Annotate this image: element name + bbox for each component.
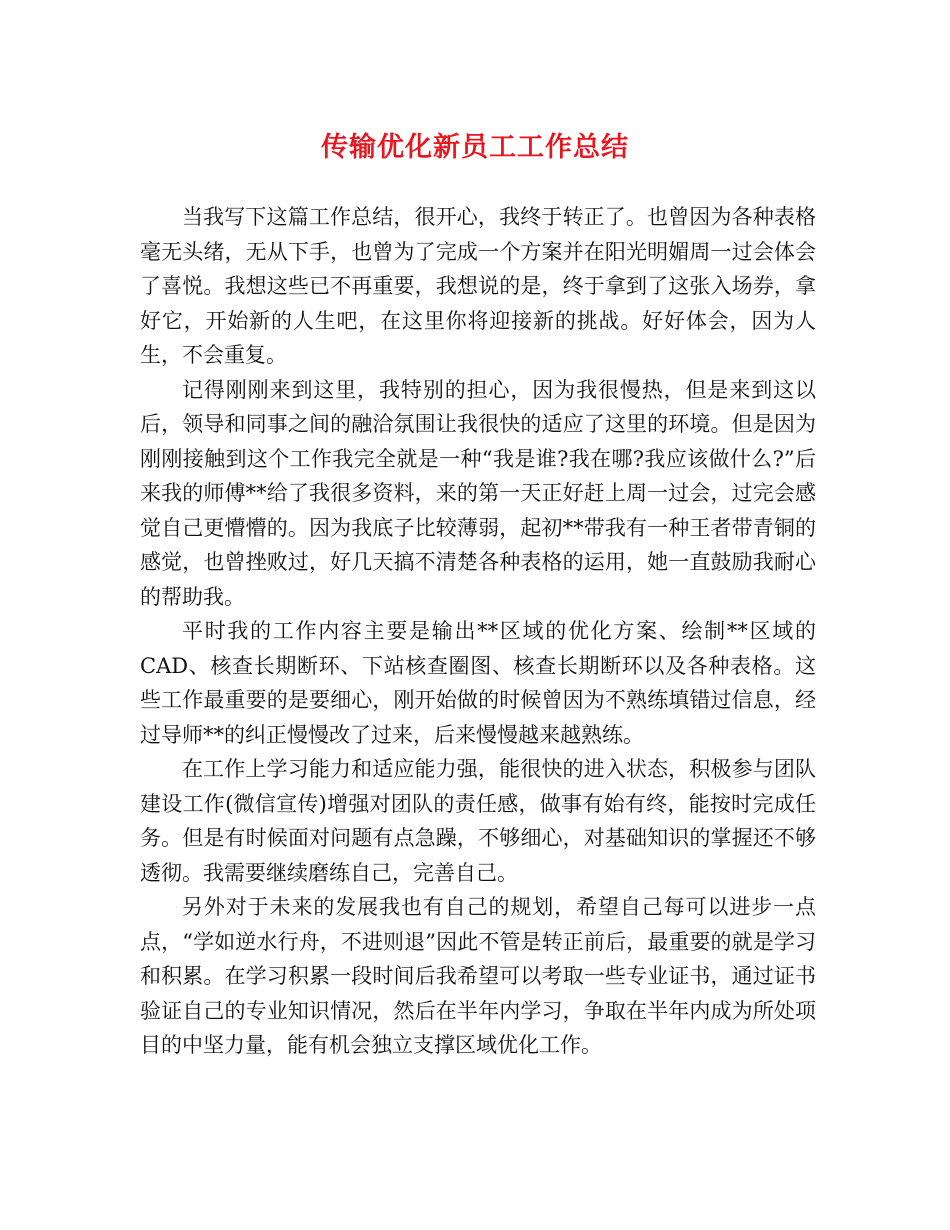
paragraph-4: 在工作上学习能力和适应能力强，能很快的进入状态，积极参与团队建设工作(微信宣传)增强对团队的责任感，做事有始有终，能按时完成任务。但是有时候面对问题有点急躁，不够细心，对基础知识的掌握还不够透彻。我需要继续磨练自己，完善自己。 (140, 757, 816, 885)
document-body (140, 200, 816, 1063)
paragraph-3: 平时我的工作内容主要是输出**区域的优化方案、绘制**区域的CAD、核查长期断环、下站核查圈图、核查长期断环以及各种表格。这些工作最重要的是要细心，刚开始做的时候曾因为不熟练填错过信息，经过导师**的纠正慢慢改了过来，后来慢慢越来越熟练。 (140, 619, 816, 747)
paragraph-5: 另外对于未来的发展我也有自己的规划，希望自己每可以进步一点点，“学如逆水行舟，不进则退”因此不管是转正前后，最重要的就是学习和积累。在学习积累一段时间后我希望可以考取一些专业证书，通过证书验证自己的专业知识情况，然后在半年内学习，争取在半年内成为所处项目的中坚力量，能有机会独立支撑区域优化工作。 (140, 895, 816, 1057)
document-title: 传输优化新员工工作总结 (321, 132, 629, 163)
paragraph-2: 记得刚刚来到这里，我特别的担心，因为我很慢热，但是来到这以后，领导和同事之间的融洽氛围让我很快的适应了这里的环境。但是因为刚刚接触到这个工作我完全就是一种“我是谁?我在哪?我应该做什么?”后来我的师傅**给了我很多资料，来的第一天正好赶上周一过会，过完会感觉自己更懵懵的。因为我底子比较薄弱，起初**带我有一种王者带青铜的感觉，也曾挫败过，好几天搞不清楚各种表格的运用，她一直鼓励我耐心的帮助我。 (140, 377, 816, 609)
paragraph-1: 当我写下这篇工作总结，很开心，我终于转正了。也曾因为各种表格毫无头绪，无从下手，也曾为了完成一个方案并在阳光明媚周一过会体会了喜悦。我想这些已不再重要，我想说的是，终于拿到了这张入场券，拿好它，开始新的人生吧，在这里你将迎接新的挑战。好好体会，因为人生，不会重复。 (140, 205, 816, 367)
